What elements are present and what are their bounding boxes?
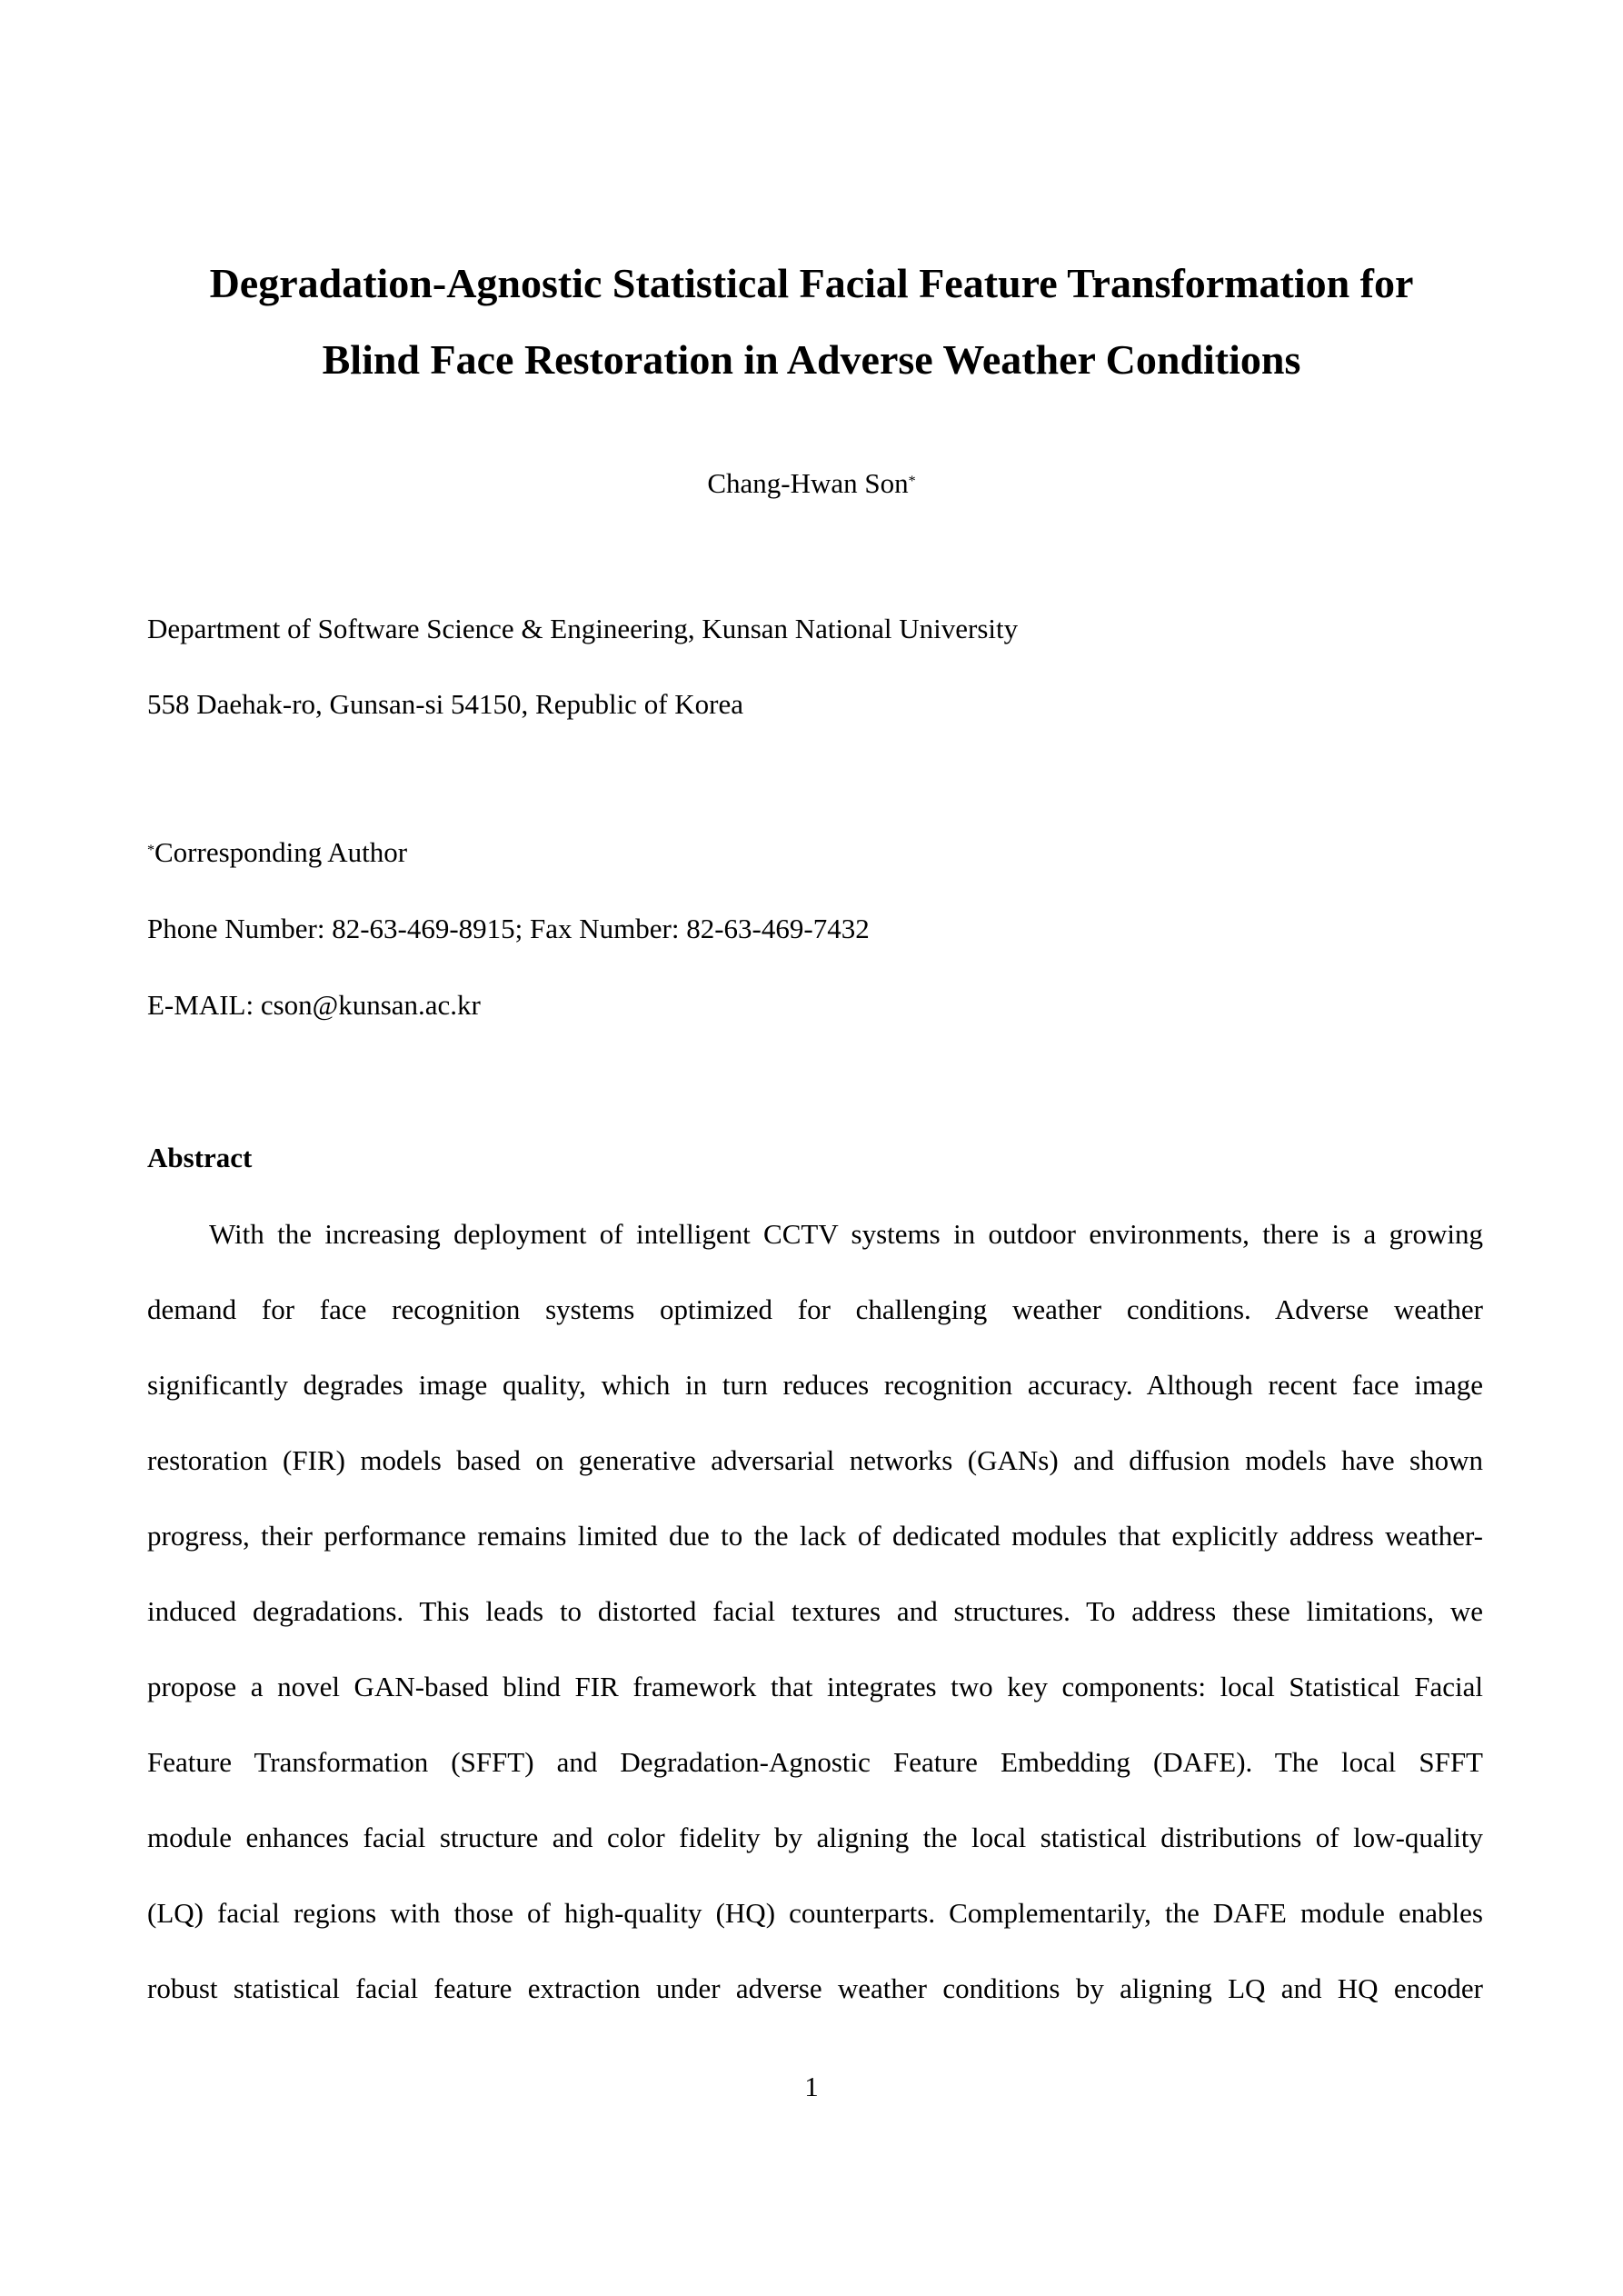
- title-line-2: Blind Face Restoration in Adverse Weather Conditions: [322, 336, 1301, 383]
- abstract-line: module enhances facial structure and color fidelity by aligning the local statistical distributions of low-quality: [147, 1822, 1483, 1853]
- abstract-line: Feature Transformation (SFFT) and Degradation-Agnostic Feature Embedding (DAFE). The local SFFT: [147, 1746, 1483, 1778]
- corresponding-label-text: Corresponding Author: [154, 836, 408, 868]
- abstract-line: (LQ) facial regions with those of high-quality (HQ) counterparts. Complementarily, the DAFE module enables: [147, 1897, 1483, 1929]
- abstract-line: propose a novel GAN-based blind FIR framework that integrates two key components: local Statistical Facial: [147, 1671, 1483, 1702]
- abstract-line: restoration (FIR) models based on generative adversarial networks (GANs) and diffusion models have shown: [147, 1444, 1483, 1476]
- affiliation-address: 558 Daehak-ro, Gunsan-si 54150, Republic of Korea: [147, 688, 743, 720]
- author-name: Chang-Hwan Son: [707, 467, 909, 499]
- abstract-body: [147, 1213, 1483, 2042]
- abstract-heading: Abstract: [147, 1142, 253, 1173]
- paper-title: [109, 245, 1514, 398]
- author-corresponding-mark: *: [908, 474, 916, 489]
- page-number: 1: [804, 2071, 819, 2102]
- abstract-line: progress, their performance remains limited due to the lack of dedicated modules that explicitly address weather-: [147, 1520, 1483, 1552]
- author-line: [0, 462, 1623, 505]
- email-line: E-MAIL: cson@kunsan.ac.kr: [147, 989, 481, 1021]
- abstract-line: induced degradations. This leads to distorted facial textures and structures. To address these limitations, we: [147, 1595, 1483, 1627]
- corresponding-author-label: [147, 831, 407, 874]
- affiliation-department: Department of Software Science & Engineering, Kunsan National University: [147, 613, 1019, 644]
- corresponding-mark: *: [147, 843, 154, 858]
- abstract-line: significantly degrades image quality, which in turn reduces recognition accuracy. Although recent face image: [147, 1369, 1483, 1401]
- abstract-line: demand for face recognition systems optimized for challenging weather conditions. Adverse weather: [147, 1293, 1483, 1325]
- abstract-line: robust statistical facial feature extraction under adverse weather conditions by aligning LQ and HQ encoder: [147, 1972, 1483, 2004]
- title-line-1: Degradation-Agnostic Statistical Facial Feature Transformation for: [209, 260, 1414, 306]
- phone-fax-line: Phone Number: 82-63-469-8915; Fax Number: 82-63-469-7432: [147, 913, 870, 944]
- abstract-line: With the increasing deployment of intelligent CCTV systems in outdoor environments, there is a growing: [209, 1218, 1483, 1250]
